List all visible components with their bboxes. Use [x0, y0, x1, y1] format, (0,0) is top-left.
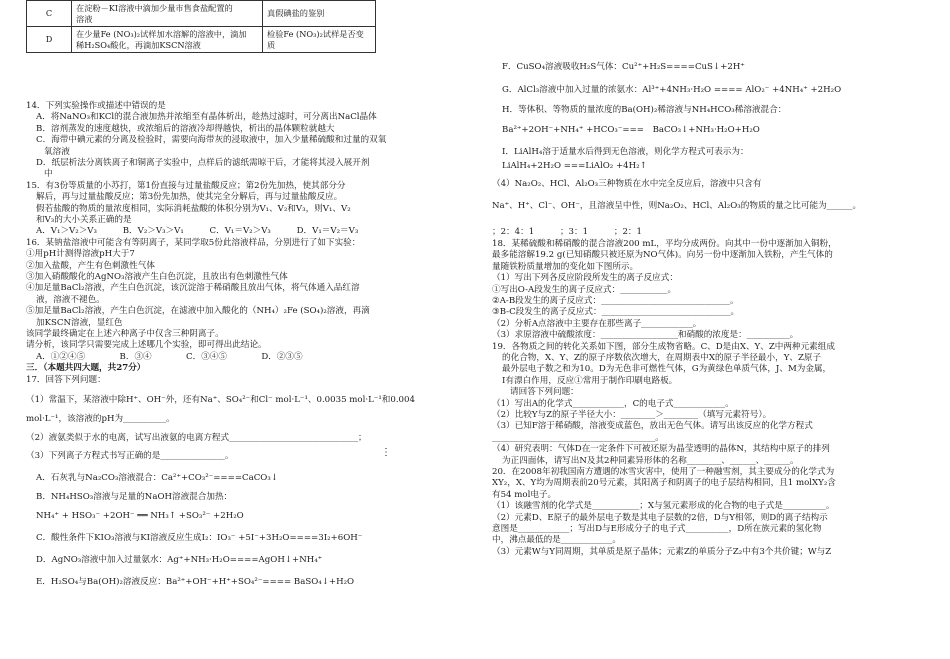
text-line: 中 — [44, 169, 53, 180]
text-line: I．LiAlH₄溶于适量水后得到无色溶液，则化学方程式可表示为： — [502, 147, 749, 157]
text-line: E．H₂SO₄与Ba(OH)₂溶液反应：Ba²⁺+OH⁻+H⁺+SO₄²⁻==== BaSO₄↓+H₂O — [36, 576, 355, 587]
text-line: B．NH₄HSO₃溶液与足量的NaOH溶液混合加热： — [36, 491, 233, 502]
text-line: 假若盐酸的物质的量浓度相同，实际消耗盐酸的体积分别为V₁、V₂和V₃，则V₁、V₂ — [36, 203, 351, 214]
text-line: 意图是____________；写出D与E形成分子的电子式__________，D所在族元素的氢化物 — [492, 524, 822, 534]
text-line: H．等体积、等物质的量浓度的Ba(OH)₂稀溶液与NH₄HCO₃稀溶液混合： — [502, 105, 787, 115]
text-line: ③B-C段发生的离子反应式：______________________________。 — [492, 307, 740, 318]
text-line: （2）分析A点溶液中主要存在那些离子____________。 — [492, 318, 702, 329]
text-line: （1）写出下列各反应阶段所发生的离子反应式： — [492, 273, 678, 284]
experiment-table — [26, 0, 376, 53]
text-line: （4）Na₂O₂、HCl、Al₂O₃三种物质在水中完全反应后，溶液中只含有 — [492, 179, 762, 189]
table-row — [27, 27, 376, 53]
text-line: ______________________________________。 — [492, 432, 664, 443]
table-cell-key: D — [27, 27, 72, 53]
text-line: 请分析，该同学只需要完成上述哪几个实验，即可得出此结论。 — [26, 340, 267, 351]
text-line: 三．（本题共四大题，共27分） — [26, 363, 146, 374]
text-line: ②加入盐酸，产生有色刺激性气体 — [26, 260, 155, 271]
text-line: Na⁺、H⁺、Cl⁻、OH⁻，且溶液呈中性，则Na₂O₂、HCl、Al₂O₃的物质的量之比可能为______。 — [492, 201, 862, 211]
text-line: D．纸层析法分离铁离子和铜离子实验中，点样后的滤纸需晾干后，才能将其浸入展开剂 — [36, 158, 370, 168]
text-line: 14．下列实验操作或描述中错误的是 — [26, 101, 166, 111]
text-line: mol·L⁻¹，该溶液的pH为__________。 — [26, 413, 175, 424]
text-line: 18．某稀硫酸和稀硝酸的混合溶液200 mL，平均分成两份。向其中一份中逐渐加入铜粉， — [492, 239, 837, 249]
text-line: 17．回答下列问题： — [26, 374, 106, 385]
text-line: 解后，再与过量盐酸反应；第3份先加热，使其完全分解后，再与过量盐酸反应。 — [36, 192, 343, 203]
binding-dots: ⋮ — [381, 447, 391, 458]
text-line: 氧溶液 — [44, 146, 70, 157]
text-line: 20．在2008年初我国南方遭遇的冰雪灾害中，使用了一种融雪剂，其主要成分的化学式为 — [492, 467, 835, 477]
text-line: 和V₃的大小关系正确的是 — [36, 215, 132, 225]
table-cell-purpose: 检验Fe (NO₃)₂试样是否变质 — [263, 27, 376, 53]
text-line: A．石灰乳与Na₂CO₃溶液混合：Ca²⁺+CO₃²⁻====CaCO₃↓ — [36, 472, 278, 483]
text-line: A．①②④⑤ B．③④ C．③④⑤ D．②③⑤ — [36, 351, 303, 362]
text-line: （1）常温下，某溶液中除H⁺、OH⁻外，还有Na⁺、SO₄²⁻和Cl⁻ mol·L⁻¹、0.0035 mol·L⁻¹和0.004 — [26, 394, 415, 405]
text-line: ④加足量BaCl₂溶液，产生白色沉淀，该沉淀溶于稀硝酸且放出气体，将气体通入品红溶 — [26, 283, 360, 294]
text-line: （1）该融雪剂的化学式是___________；X与氢元素形成的化合物的电子式是__________。 — [492, 501, 835, 512]
text-line: ②A-B段发生的离子反应式：______________________________。 — [492, 296, 739, 306]
text-line: （3）求原溶液中硫酸浓度：__________________和硝酸的浓度是：__________。 — [492, 330, 799, 341]
text-line: 液，溶液不褪色。 — [36, 294, 105, 305]
table-cell-operation — [72, 27, 263, 53]
table-cell-line: 溶液 — [76, 13, 93, 24]
text-line: XY₂，X、Y均为周期表前20号元素，其阳离子和阴离子的电子层结构相同，且1 molXY₂含 — [492, 478, 836, 489]
text-line: ①用pH计测得溶液pH大于7 — [26, 249, 135, 260]
text-line: LiAlH₄+2H₂O ===LiAlO₂ +4H₂↑ — [502, 161, 647, 171]
table-cell-purpose: 真假碘盐的鉴别 — [263, 1, 376, 27]
text-line: C．酸性条件下KIO₃溶液与KI溶液反应生成I₂：IO₃⁻ +5I⁻+3H₂O====3I₂+6OH⁻ — [36, 532, 363, 543]
table-cell-line: 稀H₂SO₄酸化，再滴加KSCN溶液 — [76, 39, 201, 50]
text-line: 有54 mol电子。 — [492, 489, 557, 500]
text-line: ③加入硝酸酸化的AgNO₃溶液产生白色沉淀，且放出有色刺激性气体 — [26, 272, 288, 282]
text-line: ①写出O-A段发生的离子反应式：___________。 — [492, 284, 677, 295]
text-line: 19．各物质之间的转化关系如下图，部分生成物省略。C、D是由X、Y、Z中两种元素组成 — [492, 341, 835, 352]
text-line: （3）已知F溶于稀硝酸，溶液变成蓝色，放出无色气体。请写出该反应的化学方程式 — [492, 421, 813, 432]
text-line: （3）元素W与Y同周期，其单质是原子晶体；元素Z的单质分子Z₂中有3个共价键；W与Z — [492, 546, 832, 557]
text-line: B．溶剂蒸发的速度越快，或浓缩后的溶液冷却得越快，析出的晶体颗粒就越大 — [36, 123, 335, 134]
text-line: （4）研究表明：气体D在一定条件下可被还原为晶莹透明的晶体N，其结构中原子的排列 — [492, 444, 830, 455]
text-line: ⑤加足量BaCl₂溶液，产生白色沉淀，在滤液中加入酸化的（NH₄）₂Fe (SO₄)₂溶液，再滴 — [26, 306, 370, 317]
text-line: （3）下列离子方程式书写正确的是_______________。 — [26, 450, 234, 461]
text-line: （2）液氨类似于水的电离，试写出液氨的电离方程式______________________________； — [26, 432, 367, 443]
table-cell-line: 在淀粉－KI溶液中滴加少量市售食盐配置的 — [76, 3, 233, 13]
text-line: A．V₁＞V₂＞V₃ B．V₂＞V₃＞V₁ C．V₁＝V₂＞V₃ D．V₁＝V₂＝V₃ — [36, 226, 359, 237]
text-line: 加KSCN溶液，显红色 — [36, 317, 123, 328]
table-row — [27, 1, 376, 27]
table-cell-line: 在少量Fe (NO₃)₂试样加水溶解的溶液中，滴加 — [76, 29, 247, 39]
text-line: 最外层电子数之和为10。D为无色非可燃性气体，G为黄绿色单质气体，J、M为金属， — [502, 364, 832, 375]
text-line: NH₄⁺ + HSO₃⁻ +2OH⁻ ══ NH₃↑ +SO₃²⁻ +2H₂O — [36, 510, 244, 521]
text-line: 量随铁粉质量增加的变化如下图所示。 — [492, 261, 639, 272]
text-line: C．海带中碘元素的分离及检验时，需要向海带灰的浸取液中，加入少量稀硫酸和过量的双氧 — [36, 135, 387, 146]
text-line: 中，沸点最低的是____________。 — [492, 535, 621, 546]
text-line: （1）写出A的化学式____________，C的电子式____________。 — [492, 398, 734, 409]
text-line: 该同学最终确定在上述六种离子中仅含三种阴离子。 — [26, 329, 224, 339]
text-line: 16．某钠盐溶液中可能含有等阴离子，某同学取5份此溶液样品，分别进行了如下实验： — [26, 237, 361, 248]
text-line: Ba²⁺+2OH⁻+NH₄⁺ +HCO₃⁻=== BaCO₃↓+NH₃·H₂O+H₂O — [502, 125, 760, 135]
text-line: A．将NaNO₃和KCl的混合液加热并浓缩至有晶体析出，趁热过滤时，可分离出NaCl晶体 — [36, 112, 377, 123]
text-line: 最多能溶解19.2 g(已知硝酸只被还原为NO气体)。向另一份中逐渐加入铁粉，产生气体的 — [492, 250, 833, 261]
table-cell-key: C — [27, 1, 72, 27]
text-line: F．CuSO₄溶液吸收H₂S气体：Cu²⁺+H₂S====CuS↓+2H⁺ — [502, 62, 745, 72]
text-line: D．AgNO₃溶液中加入过量氨水：Ag⁺+NH₃·H₂O====AgOH↓+NH₄⁺ — [36, 554, 323, 565]
text-line: 为正四面体，请写出N及其2种同素异形体的名称________、______、______。 — [502, 455, 799, 466]
text-line: G．AlCl₃溶液中加入过量的浓氨水：Al³⁺+4NH₃·H₂O ==== AlO₂⁻ +4NH₄⁺ +2H₂O — [502, 85, 842, 95]
text-line: ；2：4：1 ；3：1 ；2：1 — [492, 227, 642, 237]
text-line: 的化合物，X、Y、Z的原子序数依次增大，在周期表中X的原子半径最小，Y、Z原子 — [502, 353, 822, 363]
text-line: 请回答下列问题： — [510, 387, 579, 398]
table-cell-operation — [72, 1, 263, 27]
text-line: （2）比较Y与Z的原子半径大小：________＞________（填写元素符号）。 — [492, 410, 772, 420]
text-line: I有漂白作用，反应①常用于制作印刷电路板。 — [502, 375, 678, 386]
text-line: （2）元素D、E原子的最外层电子数是其电子层数的2倍，D与Y相邻，则D的离子结构示 — [492, 512, 828, 523]
text-line: 15．有3份等质量的小苏打，第1份直接与过量盐酸反应；第2份先加热，使其部分分 — [26, 180, 346, 191]
